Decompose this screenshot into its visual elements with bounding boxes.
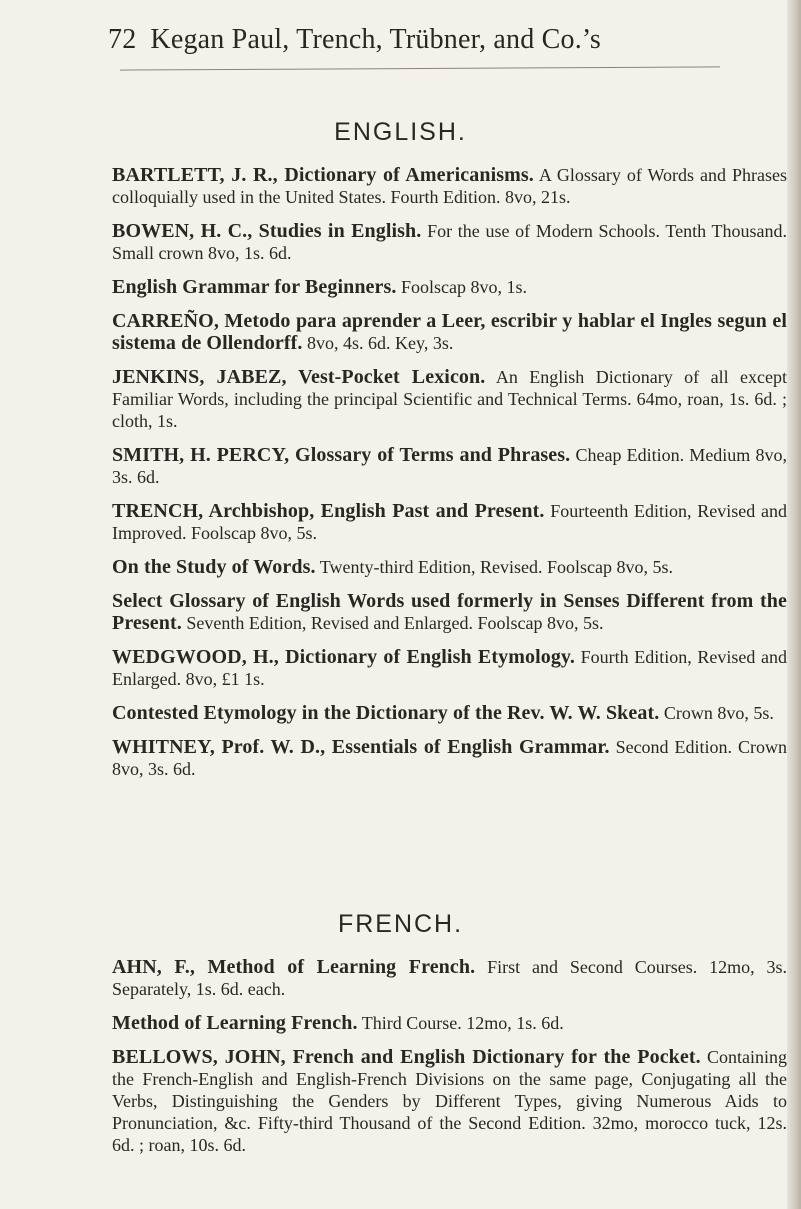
entry-details: Third Course. 12mo, 1s. 6d.: [357, 1013, 564, 1033]
entry-title: Select Glossary of English Words used formerly in Senses Different from the Present.: [112, 590, 787, 634]
entries-french: [112, 956, 787, 1168]
catalogue-entry: [112, 736, 787, 780]
entry-title: SMITH, H. PERCY, Glossary of Terms and Phrases.: [112, 444, 571, 466]
catalogue-entry: [112, 276, 787, 298]
entry-details: Twenty-third Edition, Revised. Foolscap 8vo, 5s.: [315, 557, 673, 577]
entry-details: First and Second Courses. 12mo, 3s. Separately, 1s. 6d. each.: [112, 957, 787, 999]
entry-details: Cheap Edition. Medium 8vo, 3s. 6d.: [112, 445, 787, 487]
publisher-name: Kegan Paul, Trench, Trübner, and Co.’s: [150, 24, 602, 55]
catalogue-entry: [112, 164, 787, 208]
entry-title: CARREÑO, Metodo para aprender a Leer, escribir y hablar el Ingles segun el sistema de Ollendorff.: [112, 310, 787, 354]
catalogue-entry: [112, 220, 787, 264]
entry-title: BARTLETT, J. R., Dictionary of Americanisms.: [112, 164, 534, 186]
entry-details: A Glossary of Words and Phrases colloquially used in the United States. Fourth Edition. 8vo, 21s.: [112, 165, 787, 207]
entry-title: WHITNEY, Prof. W. D., Essentials of English Grammar.: [112, 736, 610, 758]
header-rule: [120, 66, 720, 70]
entry-details: Containing the French-English and English-French Divisions on the same page, Conjugating all the Verbs, Distinguishing the Genders by Different Types, giving Numerous Aids to Pronunciation, &c. Fifty-third Thousand of the Second Edition. 32mo, morocco tuck, 12s. 6d. ; roan, 10s. 6d.: [112, 1047, 787, 1155]
entry-details: 8vo, 4s. 6d. Key, 3s.: [302, 333, 454, 353]
entry-details: Crown 8vo, 5s.: [659, 703, 774, 723]
entry-title: AHN, F., Method of Learning French.: [112, 956, 476, 978]
catalogue-entry: [112, 1046, 787, 1156]
catalogue-entry: [112, 444, 787, 488]
entry-details: Second Edition. Crown 8vo, 3s. 6d.: [112, 737, 787, 779]
entries-english: [112, 164, 787, 792]
catalogue-entry: [112, 310, 787, 354]
entry-title: WEDGWOOD, H., Dictionary of English Etymology.: [112, 646, 576, 668]
section-title-english: ENGLISH.: [334, 118, 467, 146]
entry-details: Fourth Edition, Revised and Enlarged. 8vo, £1 1s.: [112, 647, 788, 689]
entry-title: TRENCH, Archbishop, English Past and Present.: [112, 500, 545, 522]
page-number: 72: [108, 24, 137, 55]
catalogue-entry: [112, 556, 787, 578]
entry-details: Fourteenth Edition, Revised and Improved. Foolscap 8vo, 5s.: [112, 501, 787, 543]
entry-title: JENKINS, JABEZ, Vest-Pocket Lexicon.: [112, 366, 486, 388]
catalogue-entry: [112, 956, 787, 1000]
catalogue-entry: [112, 500, 787, 544]
entry-title: On the Study of Words.: [112, 556, 316, 578]
catalogue-entry: [112, 590, 787, 634]
entry-details: Seventh Edition, Revised and Enlarged. Foolscap 8vo, 5s.: [181, 613, 604, 633]
entry-title: Method of Learning French.: [112, 1012, 358, 1034]
entry-details: An English Dictionary of all except Familiar Words, including the principal Scientific and Technical Terms. 64mo, roan, 1s. 6d. ; cloth, 1s.: [112, 367, 787, 431]
catalogue-entry: [112, 646, 787, 690]
entry-title: English Grammar for Beginners.: [112, 276, 397, 298]
catalogue-entry: [112, 366, 787, 432]
catalogue-entry: [112, 702, 787, 724]
entry-details: For the use of Modern Schools. Tenth Thousand. Small crown 8vo, 1s. 6d.: [112, 221, 787, 263]
entry-title: Contested Etymology in the Dictionary of the Rev. W. W. Skeat.: [112, 702, 660, 724]
page-header: [108, 24, 748, 56]
entry-title: BELLOWS, JOHN, French and English Dictionary for the Pocket.: [112, 1046, 701, 1068]
section-title-french: FRENCH.: [337, 910, 464, 938]
entry-title: BOWEN, H. C., Studies in English.: [112, 220, 422, 242]
page-edge-shadow: [787, 0, 801, 1209]
catalogue-entry: [112, 1012, 787, 1034]
entry-details: Foolscap 8vo, 1s.: [396, 277, 527, 297]
